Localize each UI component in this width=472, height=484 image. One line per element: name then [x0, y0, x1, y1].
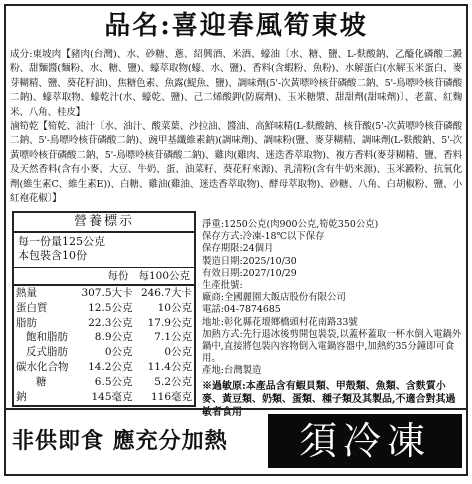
manufacture-date: 製造日期:2025/10/30 — [202, 255, 297, 267]
ingredients-block — [10, 48, 462, 238]
nutrient-per-serving: 8.9公克 — [94, 331, 133, 344]
nutrition-title: 營養標示 — [14, 213, 194, 233]
nutrition-row — [14, 286, 194, 301]
nutrient-name: 鈉 — [16, 390, 27, 403]
keep-frozen-badge: 須冷凍 — [268, 414, 462, 468]
nutrient-per-100g: 10公克 — [157, 301, 192, 314]
nutrient-per-serving: 22.3公克 — [88, 316, 133, 329]
nutrient-per-100g: 5.2公克 — [154, 375, 192, 388]
nutrient-per-100g: 11.4公克 — [147, 360, 192, 373]
col-per-serving: 每份 — [107, 270, 129, 282]
nutrient-name: 蛋白質 — [16, 301, 48, 314]
product-label — [4, 4, 468, 476]
nutrition-row — [14, 316, 194, 331]
product-title: 品名:喜迎春風筍東坡 — [104, 11, 368, 41]
nutrient-per-100g: 116毫克 — [150, 390, 192, 403]
nutrient-per-serving: 14.2公克 — [88, 360, 133, 373]
nutrition-row — [14, 330, 194, 345]
manufacturer: 廠商:全國麗園大飯店股份有限公司 — [202, 292, 346, 304]
phone: 電話:04-7874685 — [202, 304, 281, 316]
nutrient-name: 熱量 — [16, 287, 37, 299]
nutrient-per-100g: 7.1公克 — [154, 331, 192, 344]
nutrient-name: 碳水化合物 — [16, 360, 69, 373]
nutrient-per-serving: 6.5公克 — [94, 375, 133, 388]
bottom-band — [6, 408, 466, 474]
nutrition-row — [14, 360, 194, 375]
nutrition-rows — [14, 286, 194, 404]
nutrition-row — [14, 390, 194, 405]
nutrient-per-serving: 145毫克 — [91, 390, 133, 403]
heating-method: 加熱方式:先行退冰後剪開包裝袋,以蓋杯蓋取一杯水倒入電鍋外鍋中,直接將包裝內容物倒入電鍋容器中,加熱約35分鐘即可食用。 — [202, 328, 462, 365]
expiry-date: 有效日期:2027/10/29 — [202, 267, 297, 279]
address: 地址:彰化縣花壇鄉橋頭村花南路33號 — [202, 316, 358, 328]
servings-per-pack: 本包裝含10份 — [18, 249, 87, 262]
serving-info — [14, 233, 194, 268]
lot-number: 生產批號: — [202, 280, 243, 292]
nutrient-per-100g: 246.7大卡 — [140, 287, 192, 299]
nutrient-name: 飽和脂肪 — [26, 331, 68, 344]
nutrient-name: 脂肪 — [16, 316, 37, 329]
origin: 產地:台灣製造 — [202, 365, 262, 377]
ingredients-dongpo: 成分:東坡肉【豬肉(台灣)、水、砂糖、蔥、紹興酒、米酒、蠔油〔水、糖、鹽、L-麩酸鈉、乙醯化磷酸二澱粉、甜麵醬(麵粉、水、糖、鹽)、蠔萃取物(蠔、水、鹽)、香料(含蝦粉、魚粉)、水解蛋白(水解玉米蛋白、麥芽糊精、鹽、葵花籽油)、焦糖色素、魚露(鯷魚、鹽)、調味劑(5'-次黃嘌呤核苷磷酸二鈉、5'-鳥嘌呤核苷磷酸二鈉)、蠔萃取物、蠔乾汁(水、蠔乾、鹽)、己二烯酸鉀(防腐劑)、玉米糖漿、甜甜劑(甜味劑)〕、老薑、紅麴米、八角、桂皮】 — [10, 49, 462, 118]
nutrition-row — [14, 375, 194, 390]
nutrient-per-serving: 0公克 — [104, 346, 133, 359]
nutrient-per-serving: 12.5公克 — [88, 301, 133, 314]
nutrition-row — [14, 301, 194, 316]
nutrition-header — [14, 268, 194, 286]
storage-method: 保存方式:冷凍-18℃以下保存 — [202, 231, 325, 243]
allergen-warning: ※過敏原:本產品含有蝦貝類、甲殼類、魚類、含麩質小麥、黃豆類、奶類、蛋類、種子類及其製品,不適合對其過敏者食用 — [202, 380, 456, 418]
nutrient-per-100g: 17.9公克 — [147, 316, 192, 329]
nutrient-name: 反式脂肪 — [26, 346, 68, 359]
product-info — [202, 219, 464, 418]
nutrient-per-100g: 0公克 — [164, 346, 192, 359]
nutrient-name: 糖 — [36, 375, 47, 388]
ingredients-bamboo: 滷筍乾【筍乾、油汁〔水、油汁、酸菜葉、沙拉油、醬油、高鮮味精(L-麩酸鈉、核苷酸(5'-次黃嘌呤核苷磷酸二鈉、5'-鳥嘌呤核苷磷酸二鈉)、豌甲基纖維素鈉)(調味劑)、調味粉(鹽、麥芽糊精、調味劑(L-麩酸鈉、5'-次黃嘌呤核苷磷酸二鈉、5'-鳥嘌呤核苷磷酸二鈉)、雞肉(雞肉、迷迭香萃取物)、複方香料(麥芽糊精、鹽、香料及天然香料(含有小麥、大豆、牛奶、蛋、油菜籽、葵花籽來源)、乳清粉(含有牛奶來源)、玉米澱粉、抗氧化劑(維生素C、維生素E))、白糖、雞油(雞油、迷迭香萃取物)、酵母萃取物)、砂糖、八角、白胡椒粉、鹽、小紅袍花椒〕】 — [10, 121, 462, 205]
not-ready-to-eat-notice: 非供即食 應充分加熱 — [12, 428, 228, 454]
shelf-life: 保存期限:24個月 — [202, 243, 274, 255]
nutrition-row — [14, 345, 194, 360]
serving-size: 每一份量125公克 — [18, 235, 105, 248]
col-per-100g: 每100公克 — [138, 270, 190, 282]
nutrition-facts-table — [12, 211, 196, 407]
nutrient-per-serving: 307.5大卡 — [81, 287, 133, 299]
net-weight: 淨重:1250公克(肉900公克,筍乾350公克) — [202, 219, 379, 230]
